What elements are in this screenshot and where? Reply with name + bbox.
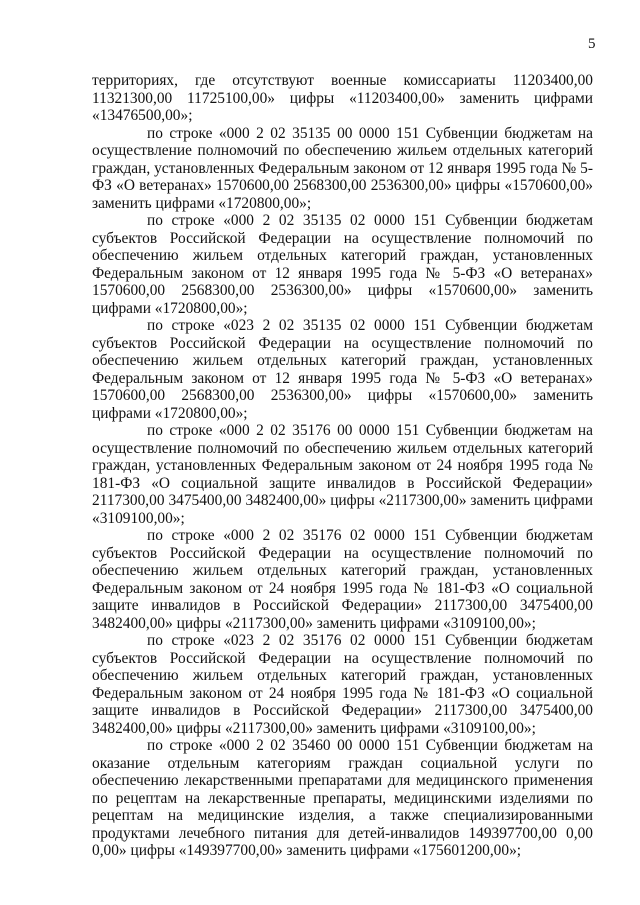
page-number: 5 xyxy=(588,36,596,52)
document-body xyxy=(92,72,593,860)
paragraph-amendment-023-35135-02: по строке «023 2 02 35135 02 0000 151 Субвенции бюджетам субъектов Российской Федерации на осуществление полномочий по обеспечению жильем отдельных категорий граждан, установленных Федеральным законом от 12 января 1995 года № 5-ФЗ «О ветеранах» 1570600,00 2568300,00 2536300,00» цифры «1570600,00» заменить цифрами «1720800,00»; xyxy=(92,317,593,422)
paragraph-amendment-35176-00: по строке «000 2 02 35176 00 0000 151 Субвенции бюджетам на осуществление полномочий по обеспечению жильем отдельных категорий граждан, установленных Федеральным законом от 24 ноября 1995 года № 181-ФЗ «О социальной защите инвалидов в Российской Федерации» 2117300,00 3475400,00 3482400,00» цифры «2117300,00» заменить цифрами «3109100,00»; xyxy=(92,422,593,527)
paragraph-amendment-35135-00: по строке «000 2 02 35135 00 0000 151 Субвенции бюджетам на осуществление полномочий по обеспечению жильем отдельных категорий граждан, установленных Федеральным законом от 12 января 1995 года № 5-ФЗ «О ветеранах» 1570600,00 2568300,00 2536300,00» цифры «1570600,00» заменить цифрами «1720800,00»; xyxy=(92,124,593,212)
paragraph-amendment-023-35176-02: по строке «023 2 02 35176 02 0000 151 Субвенции бюджетам субъектов Российской Федерации на осуществление полномочий по обеспечению жильем отдельных категорий граждан, установленных Федеральным законом от 24 ноября 1995 года № 181-ФЗ «О социальной защите инвалидов в Российской Федерации» 2117300,00 3475400,00 3482400,00» цифры «2117300,00» заменить цифрами «3109100,00»; xyxy=(92,632,593,737)
paragraph-amendment-35176-02: по строке «000 2 02 35176 02 0000 151 Субвенции бюджетам субъектов Российской Федерации на осуществление полномочий по обеспечению жильем отдельных категорий граждан, установленных Федеральным законом от 24 ноября 1995 года № 181-ФЗ «О социальной защите инвалидов в Российской Федерации» 2117300,00 3475400,00 3482400,00» цифры «2117300,00» заменить цифрами «3109100,00»; xyxy=(92,527,593,632)
paragraph-amendment-35135-02: по строке «000 2 02 35135 02 0000 151 Субвенции бюджетам субъектов Российской Федерации на осуществление полномочий по обеспечению жильем отдельных категорий граждан, установленных Федеральным законом от 12 января 1995 года № 5-ФЗ «О ветеранах» 1570600,00 2568300,00 2536300,00» цифры «1570600,00» заменить цифрами «1720800,00»; xyxy=(92,212,593,317)
paragraph-amendment-35460-00: по строке «000 2 02 35460 00 0000 151 Субвенции бюджетам на оказание отдельным категориям граждан социальной услуги по обеспечению лекарственными препаратами для медицинского применения по рецептам на лекарственные препараты, медицинскими изделиями по рецептам на медицинские изделия, а также специализированными продуктами лечебного питания для детей-инвалидов 149397700,00 0,00 0,00» цифры «149397700,00» заменить цифрами «175601200,00»; xyxy=(92,737,593,859)
paragraph-continuation: территориях, где отсутствуют военные комиссариаты 11203400,00 11321300,00 11725100,00» цифры «11203400,00» заменить цифрами «13476500,00»; xyxy=(92,72,593,124)
